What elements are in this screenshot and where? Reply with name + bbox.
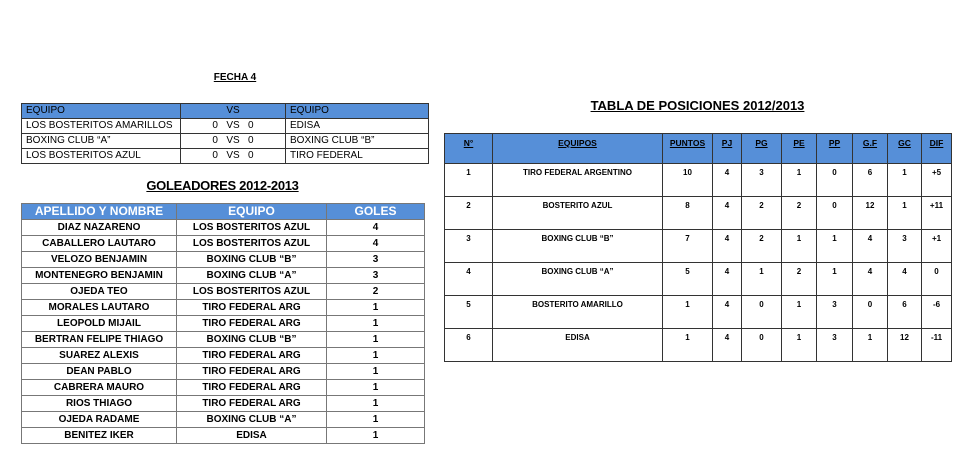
- table-row: [22, 134, 429, 149]
- table-row: [22, 220, 425, 236]
- table-cell: 1: [782, 329, 817, 362]
- table-row: [445, 164, 952, 197]
- table-cell: 4: [327, 236, 425, 252]
- table-cell: -11: [922, 329, 952, 362]
- table-cell: TIRO FEDERAL ARGENTINO: [493, 164, 663, 197]
- table-cell: 3: [888, 230, 922, 263]
- table-row: [22, 348, 425, 364]
- table-cell: 1: [327, 348, 425, 364]
- table-cell: 2: [782, 263, 817, 296]
- table-cell: 4: [713, 296, 742, 329]
- column-header: GOLES: [327, 204, 425, 220]
- standings-body: [445, 134, 952, 362]
- header-row: [22, 204, 425, 220]
- scorers-table: [21, 203, 425, 444]
- table-cell: 4: [853, 230, 888, 263]
- table-cell: OJEDA TEO: [22, 284, 177, 300]
- table-cell: SUAREZ ALEXIS: [22, 348, 177, 364]
- table-cell: TIRO FEDERAL: [286, 149, 429, 164]
- table-cell: 10: [663, 164, 713, 197]
- table-row: [22, 412, 425, 428]
- table-row: [22, 380, 425, 396]
- table-cell: 3: [327, 268, 425, 284]
- table-cell: BOXING CLUB “A”: [177, 412, 327, 428]
- table-cell: 1: [817, 230, 853, 263]
- table-cell: 1: [817, 263, 853, 296]
- table-row: [22, 119, 429, 134]
- table-row: [445, 296, 952, 329]
- standings-table: [444, 133, 952, 362]
- table-row: [445, 329, 952, 362]
- table-row: [445, 263, 952, 296]
- table-cell: 4: [445, 263, 493, 296]
- fecha-title: FECHA 4: [213, 72, 257, 83]
- table-cell: BOXING CLUB “B”: [286, 134, 429, 149]
- table-cell: 1: [327, 364, 425, 380]
- fixture-table: [21, 103, 429, 164]
- table-cell: 1: [327, 332, 425, 348]
- table-cell: DIAZ NAZARENO: [22, 220, 177, 236]
- table-cell: 1: [663, 329, 713, 362]
- table-cell: 6: [445, 329, 493, 362]
- table-cell: 1: [327, 316, 425, 332]
- table-cell: OJEDA RADAME: [22, 412, 177, 428]
- table-cell: 1: [445, 164, 493, 197]
- table-cell: EDISA: [286, 119, 429, 134]
- table-cell: 1: [888, 164, 922, 197]
- column-header: VS: [181, 104, 286, 119]
- column-header: PJ: [713, 134, 742, 164]
- table-cell: 2: [742, 230, 782, 263]
- table-cell: TIRO FEDERAL ARG: [177, 300, 327, 316]
- table-cell: TIRO FEDERAL ARG: [177, 396, 327, 412]
- table-row: [22, 300, 425, 316]
- header-row: [22, 104, 429, 119]
- table-cell: 1: [327, 428, 425, 444]
- table-cell: TIRO FEDERAL ARG: [177, 316, 327, 332]
- table-cell: BOSTERITO AZUL: [493, 197, 663, 230]
- table-cell: 0: [742, 296, 782, 329]
- table-cell: CABALLERO LAUTARO: [22, 236, 177, 252]
- table-row: [445, 197, 952, 230]
- column-header: EQUIPO: [177, 204, 327, 220]
- table-cell: LOS BOSTERITOS AMARILLOS: [22, 119, 181, 134]
- table-cell: BOXING CLUB “A”: [493, 263, 663, 296]
- table-cell: VELOZO BENJAMIN: [22, 252, 177, 268]
- table-cell: -6: [922, 296, 952, 329]
- column-header: EQUIPOS: [493, 134, 663, 164]
- table-row: [22, 396, 425, 412]
- table-cell: 1: [327, 412, 425, 428]
- table-cell: 0: [742, 329, 782, 362]
- column-header: GC: [888, 134, 922, 164]
- table-cell: BERTRAN FELIPE THIAGO: [22, 332, 177, 348]
- column-header: EQUIPO: [286, 104, 429, 119]
- column-header: PE: [782, 134, 817, 164]
- table-cell: 4: [713, 164, 742, 197]
- table-cell: CABRERA MAURO: [22, 380, 177, 396]
- table-cell: BOXING CLUB “A”: [22, 134, 181, 149]
- table-cell: 1: [327, 396, 425, 412]
- table-cell: 1: [327, 300, 425, 316]
- table-cell: BOXING CLUB “B”: [493, 230, 663, 263]
- table-cell: 6: [888, 296, 922, 329]
- table-cell: BOXING CLUB “A”: [177, 268, 327, 284]
- table-cell: EDISA: [177, 428, 327, 444]
- table-cell: 0 VS 0: [181, 149, 286, 164]
- table-cell: 1: [782, 164, 817, 197]
- table-cell: 4: [888, 263, 922, 296]
- table-cell: BOXING CLUB “B”: [177, 332, 327, 348]
- table-row: [22, 316, 425, 332]
- table-cell: 3: [445, 230, 493, 263]
- table-cell: BENITEZ IKER: [22, 428, 177, 444]
- table-cell: 4: [853, 263, 888, 296]
- table-cell: 1: [327, 380, 425, 396]
- table-cell: 6: [853, 164, 888, 197]
- table-cell: EDISA: [493, 329, 663, 362]
- table-cell: 1: [663, 296, 713, 329]
- table-cell: 4: [713, 263, 742, 296]
- table-cell: 4: [713, 230, 742, 263]
- table-cell: 5: [663, 263, 713, 296]
- table-cell: +11: [922, 197, 952, 230]
- table-row: [22, 284, 425, 300]
- table-cell: 4: [713, 329, 742, 362]
- column-header: PP: [817, 134, 853, 164]
- table-cell: 2: [782, 197, 817, 230]
- fixture-body: [22, 104, 429, 164]
- table-cell: 7: [663, 230, 713, 263]
- table-row: [22, 252, 425, 268]
- table-cell: 1: [742, 263, 782, 296]
- table-cell: BOXING CLUB “B”: [177, 252, 327, 268]
- table-cell: DEAN PABLO: [22, 364, 177, 380]
- table-cell: 1: [888, 197, 922, 230]
- table-cell: LEOPOLD MIJAIL: [22, 316, 177, 332]
- table-row: [22, 236, 425, 252]
- table-cell: RIOS THIAGO: [22, 396, 177, 412]
- table-row: [22, 428, 425, 444]
- table-row: [22, 332, 425, 348]
- column-header: APELLIDO Y NOMBRE: [22, 204, 177, 220]
- table-cell: LOS BOSTERITOS AZUL: [177, 284, 327, 300]
- column-header: EQUIPO: [22, 104, 181, 119]
- standings-title: TABLA DE POSICIONES 2012/2013: [590, 98, 805, 113]
- table-cell: BOSTERITO AMARILLO: [493, 296, 663, 329]
- table-cell: 1: [782, 230, 817, 263]
- table-cell: 3: [327, 252, 425, 268]
- table-cell: TIRO FEDERAL ARG: [177, 348, 327, 364]
- table-cell: 3: [742, 164, 782, 197]
- table-cell: 0: [817, 197, 853, 230]
- scorers-title: GOLEADORES 2012-2013: [146, 178, 299, 193]
- table-cell: LOS BOSTERITOS AZUL: [22, 149, 181, 164]
- table-cell: LOS BOSTERITOS AZUL: [177, 236, 327, 252]
- table-cell: 0: [817, 164, 853, 197]
- table-cell: 3: [817, 296, 853, 329]
- header-row: [445, 134, 952, 164]
- table-cell: MONTENEGRO BENJAMIN: [22, 268, 177, 284]
- table-cell: 1: [853, 329, 888, 362]
- table-cell: MORALES LAUTARO: [22, 300, 177, 316]
- table-row: [22, 268, 425, 284]
- table-cell: 0: [922, 263, 952, 296]
- column-header: DIF: [922, 134, 952, 164]
- column-header: PG: [742, 134, 782, 164]
- table-cell: 0 VS 0: [181, 119, 286, 134]
- table-cell: 3: [817, 329, 853, 362]
- table-cell: TIRO FEDERAL ARG: [177, 364, 327, 380]
- table-cell: 8: [663, 197, 713, 230]
- table-cell: 12: [888, 329, 922, 362]
- table-cell: 0: [853, 296, 888, 329]
- table-cell: 1: [782, 296, 817, 329]
- scorers-body: [22, 204, 425, 444]
- table-cell: 4: [327, 220, 425, 236]
- table-cell: 2: [445, 197, 493, 230]
- table-cell: 2: [742, 197, 782, 230]
- table-cell: TIRO FEDERAL ARG: [177, 380, 327, 396]
- table-cell: 5: [445, 296, 493, 329]
- table-cell: 2: [327, 284, 425, 300]
- column-header: G.F: [853, 134, 888, 164]
- table-row: [22, 149, 429, 164]
- table-cell: 12: [853, 197, 888, 230]
- table-row: [445, 230, 952, 263]
- table-row: [22, 364, 425, 380]
- table-cell: +1: [922, 230, 952, 263]
- table-cell: LOS BOSTERITOS AZUL: [177, 220, 327, 236]
- column-header: PUNTOS: [663, 134, 713, 164]
- column-header: N°: [445, 134, 493, 164]
- table-cell: +5: [922, 164, 952, 197]
- table-cell: 4: [713, 197, 742, 230]
- table-cell: 0 VS 0: [181, 134, 286, 149]
